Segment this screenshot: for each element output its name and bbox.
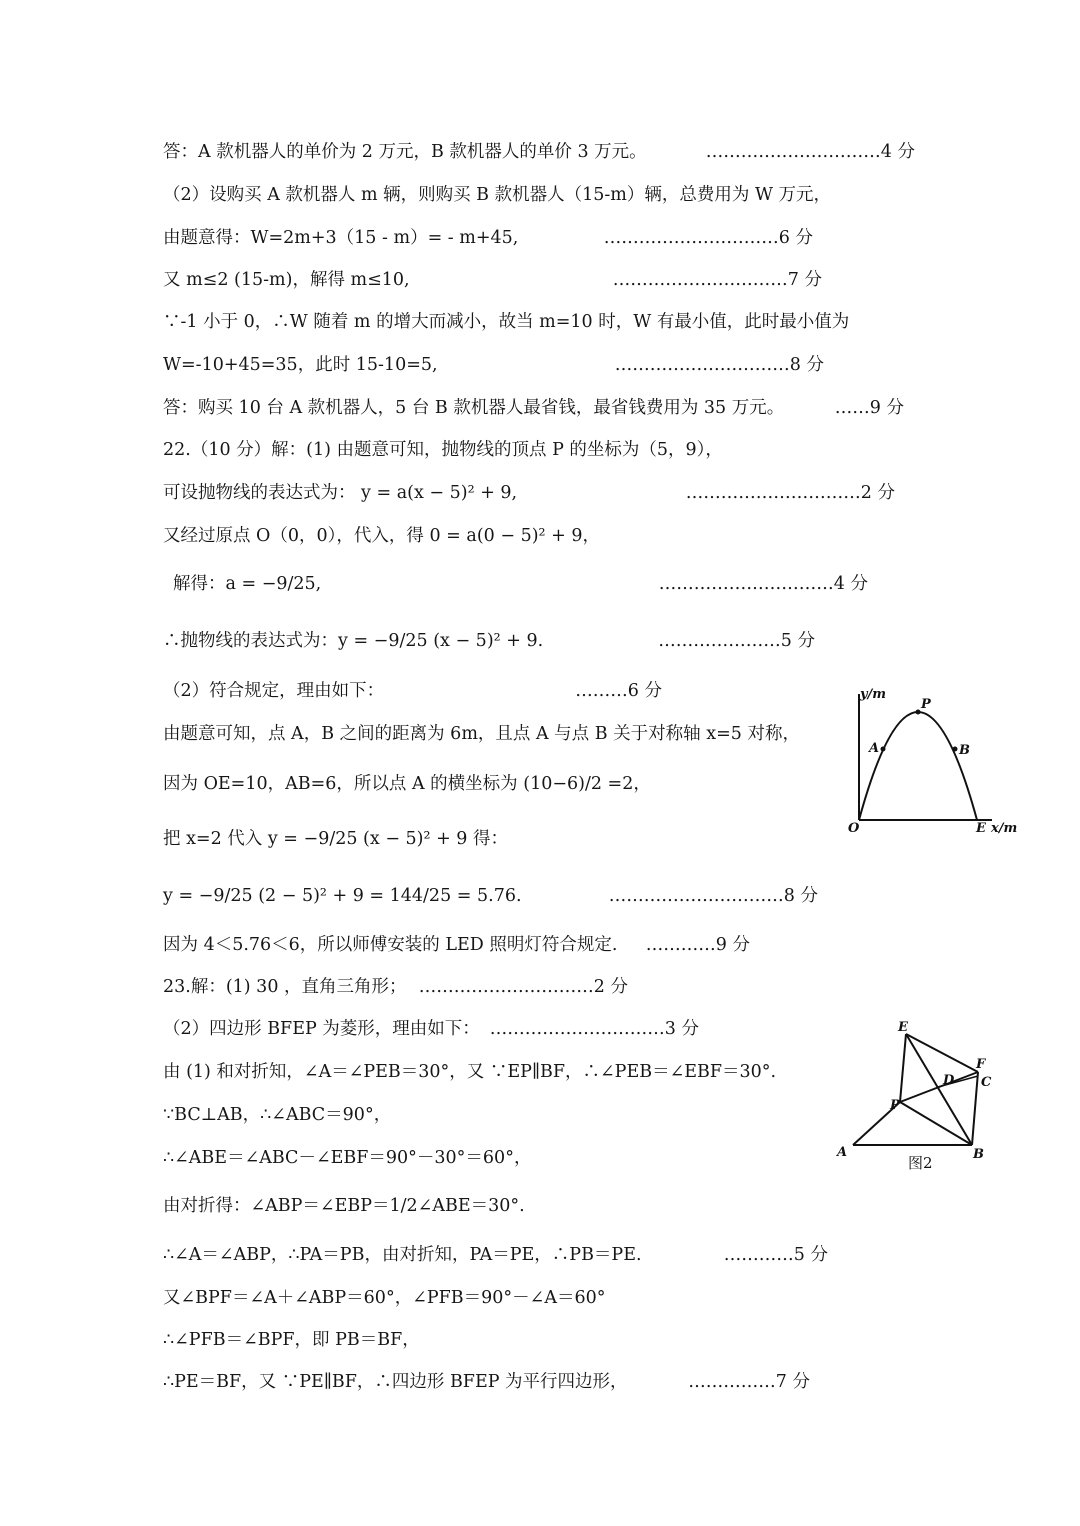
text-line: 22.（10 分）解：(1) 由题意可知，抛物线的顶点 P 的坐标为（5，9）， xyxy=(163,440,723,460)
text-line: 由 (1) 和对折知，∠A＝∠PEB＝30°，又 ∵EP∥BF，∴∠PEB＝∠EBF＝30°. xyxy=(163,1062,777,1082)
parabola-figure xyxy=(842,682,1022,842)
label-d: D xyxy=(943,1073,955,1088)
x-axis-label: x/m xyxy=(991,821,1018,836)
point-b-dot xyxy=(953,747,958,752)
text-line: 又 m≤2 (15-m)，解得 m≤10, xyxy=(163,270,410,290)
text-line: ∴抛物线的表达式为：y = −9/25 (x − 5)² + 9. xyxy=(163,631,544,651)
score-marker: …………………………7 分 xyxy=(612,270,822,290)
text-line: 23.解：(1) 30 ，直角三角形； xyxy=(163,977,407,997)
segment-pb xyxy=(900,1102,972,1145)
label-e: E xyxy=(898,1020,908,1035)
point-b-label: B xyxy=(959,743,970,758)
text-line: ∴∠ABE＝∠ABC－∠EBF＝90°－30°＝60°， xyxy=(163,1148,532,1168)
score-marker: ……………7 分 xyxy=(688,1372,810,1392)
figure-caption: 图2 xyxy=(908,1154,933,1172)
text-line: （2）四边形 BFEP 为菱形，理由如下： xyxy=(163,1019,480,1039)
origin-label: O xyxy=(848,821,860,836)
score-marker: …………………………2 分 xyxy=(685,483,895,503)
text-line: 因为 4＜5.76＜6，所以师傅安装的 LED 照明灯符合规定. xyxy=(163,935,618,955)
score-marker: ……9 分 xyxy=(834,398,904,418)
text-line: 把 x=2 代入 y = −9/25 (x − 5)² + 9 得： xyxy=(163,829,509,849)
text-line: 由对折得：∠ABP＝∠EBP＝1/2∠ABE＝30°. xyxy=(163,1196,525,1216)
y-axis-label: y/m xyxy=(860,687,887,702)
text-line: 由题意得：W=2m+3（15 - m）= - m+45, xyxy=(163,228,519,248)
score-marker: …………………………4 分 xyxy=(705,142,915,162)
label-c: C xyxy=(981,1075,992,1090)
text-line: ∴∠A＝∠ABP，∴PA＝PB，由对折知，PA＝PE，∴PB＝PE. xyxy=(163,1245,642,1265)
text-line: y = −9/25 (2 − 5)² + 9 = 144/25 = 5.76. xyxy=(163,886,522,906)
text-line: 答：A 款机器人的单价为 2 万元，B 款机器人的单价 3 万元。 xyxy=(163,142,647,162)
score-marker: …………………………8 分 xyxy=(614,355,824,375)
text-line: （2）符合规定，理由如下： xyxy=(163,681,385,701)
score-marker: ………6 分 xyxy=(575,681,662,701)
text-line: 答：购买 10 台 A 款机器人，5 台 B 款机器人最省钱，最省钱费用为 35 万元。 xyxy=(163,398,785,418)
text-line: （2）设购买 A 款机器人 m 辆，则购买 B 款机器人（15-m）辆，总费用为 W 万元， xyxy=(163,185,831,205)
end-label: E xyxy=(976,821,986,836)
score-marker: …………5 分 xyxy=(723,1245,828,1265)
text-line: ∴∠PFB＝∠BPF，即 PB＝BF， xyxy=(163,1330,420,1350)
label-p: P xyxy=(890,1098,900,1113)
label-a: A xyxy=(837,1145,848,1160)
text-line: ∵-1 小于 0，∴W 随着 m 的增大而减小，故当 m=10 时，W 有最小值，此时最小值为 xyxy=(163,312,850,332)
vertex-dot xyxy=(916,710,921,715)
figure-2 xyxy=(830,1018,1010,1173)
score-marker: …………………………2 分 xyxy=(418,977,628,997)
text-line: 由题意可知，点 A，B 之间的距离为 6m，且点 A 与点 B 关于对称轴 x=5 对称， xyxy=(163,724,800,744)
parabola-curve xyxy=(859,712,977,820)
text-line: ∴PE＝BF，又 ∵PE∥BF，∴四边形 BFEP 为平行四边形， xyxy=(163,1372,628,1392)
score-marker: …………………………3 分 xyxy=(489,1019,699,1039)
score-marker: …………………………8 分 xyxy=(608,886,818,906)
score-marker: …………9 分 xyxy=(645,935,750,955)
point-a-label: A xyxy=(869,741,880,756)
point-a-dot xyxy=(881,747,886,752)
segment-pe xyxy=(900,1034,906,1102)
text-line: 因为 OE=10，AB=6，所以点 A 的横坐标为 (10−6)/2 =2， xyxy=(163,774,651,794)
text-line: W=-10+45=35，此时 15-10=5, xyxy=(163,355,438,375)
score-marker: …………………………4 分 xyxy=(658,574,868,594)
label-b: B xyxy=(973,1147,984,1162)
text-line: 可设抛物线的表达式为： y = a(x − 5)² + 9, xyxy=(163,483,518,503)
label-f: F xyxy=(976,1057,986,1072)
text-line: 又经过原点 O（0，0），代入，得 0 = a(0 − 5)² + 9， xyxy=(163,526,600,546)
text-line: ∵BC⊥AB，∴∠ABC＝90°， xyxy=(163,1105,392,1125)
score-marker: …………………5 分 xyxy=(658,631,815,651)
text-line: 又∠BPF＝∠A＋∠ABP＝60°，∠PFB＝90°－∠A＝60° xyxy=(163,1288,606,1308)
segment-fb xyxy=(972,1072,978,1145)
score-marker: …………………………6 分 xyxy=(603,228,813,248)
vertex-label: P xyxy=(921,697,931,712)
text-line: 解得：a = −9/25, xyxy=(173,574,322,594)
